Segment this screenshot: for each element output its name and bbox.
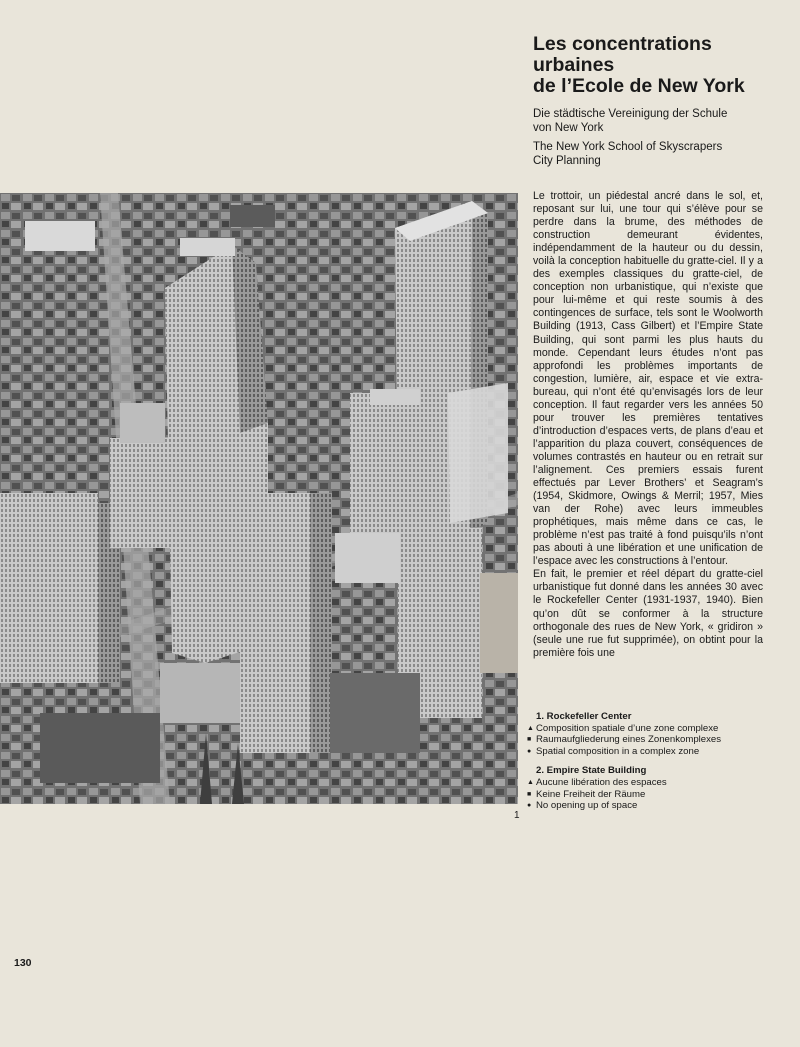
caption-title: 2. Empire State Building <box>536 765 647 777</box>
rockefeller-center-photo <box>0 193 518 804</box>
caption-line <box>527 734 777 746</box>
body-paragraph: Le trottoir, un piédestal ancré dans le sol, et, reposant sur lui, une tour qui s’élève pour se perdre dans la brume, des méthodes de construction demeurant évidentes, indépendamment de la hauteur ou du dessin, voilà la conception habituelle du gratte-ciel. Il y a des exemples classiques du gratte-ciel, de conception non urbanistique, qui n’existe que pour lui-même et qui reste soumis à des contingences de surface, tels sont le Woolworth Building (1913, Cass Gilbert) et l’Empire State Building, qui sont parmi les plus hauts du monde. Cependant leurs études n’ont pas approfondi les problèmes importants de congestion, lumière, air, espace et vie extra-bureau, qui n’ont été qu’envisagés lors de leur conception. Il faut regarder vers les années 50 pour trouver les premières tentatives d’introduction d’espaces verts, de plans d’eau et l’apparition du plaza couvert, conséquences de volumes contrastés en hauteur ou en retrait sur l’alignement. Ces premiers essais furent effectués par Lever Brothers’ et Seagram’s (1954, Skidmore, Owings & Merril; 1957, Mies van der Rohe) avec leurs immeubles prophétiques, mais même dans ce cas, le problème n’est pas traité à fond puisqu’ils n’ont pas abouti à une libération et une unification de l’espace avec les constructions à l’entour. <box>533 190 763 568</box>
caption-text: Keine Freiheit der Räume <box>536 788 646 800</box>
triangle-marker-icon: ▲ <box>527 779 534 787</box>
figure-number: 1 <box>514 810 520 821</box>
caption-text: Spatial composition in a complex zone <box>536 745 700 757</box>
circle-marker-icon: ● <box>527 802 532 810</box>
caption-group <box>527 765 777 811</box>
caption-text: Raumaufgliederung eines Zonenkomplexes <box>536 734 722 746</box>
caption-text: No opening up of space <box>536 800 638 812</box>
circle-marker-icon: ● <box>527 748 532 756</box>
figure-captions <box>527 711 777 820</box>
title-line: Les concentrations <box>533 33 712 55</box>
subtitle-line: City Planning <box>533 154 601 167</box>
city-illustration <box>0 193 518 804</box>
square-marker-icon: ■ <box>527 790 532 798</box>
caption-line <box>527 746 777 758</box>
subtitle-line: Die städtische Vereinigung der Schule <box>533 108 728 120</box>
caption-text: Aucune libération des espaces <box>536 776 667 788</box>
caption-line <box>527 800 777 812</box>
article-title <box>533 34 783 97</box>
page-number: 130 <box>14 957 32 969</box>
caption-group <box>527 711 777 757</box>
subtitle-line: The New York School of Skyscrapers <box>533 141 723 153</box>
square-marker-icon: ■ <box>527 736 532 744</box>
body-paragraph: En fait, le premier et réel départ du gratte-ciel urbanistique fut donné dans les années 30 avec le Rockefeller Center (1931-1937, 1940). Bien qu’on dût se conformer à la structure orthogonale des rues de New York, « gridiron » (seule une rue fut supprimée), on obtint pour la première fois une <box>533 568 763 659</box>
caption-title: 1. Rockefeller Center <box>536 711 632 722</box>
caption-line <box>527 723 777 735</box>
title-line: de l’Ecole de New York <box>533 75 745 97</box>
article-body <box>533 190 763 660</box>
subtitle-english <box>533 141 773 168</box>
subtitle-line: von New York <box>533 121 604 134</box>
title-line: urbaines <box>533 54 615 76</box>
caption-line <box>527 789 777 801</box>
caption-text: Composition spatiale d’une zone complexe <box>536 722 719 734</box>
subtitle-german <box>533 108 773 135</box>
triangle-marker-icon: ▲ <box>527 724 534 732</box>
caption-line <box>527 777 777 789</box>
